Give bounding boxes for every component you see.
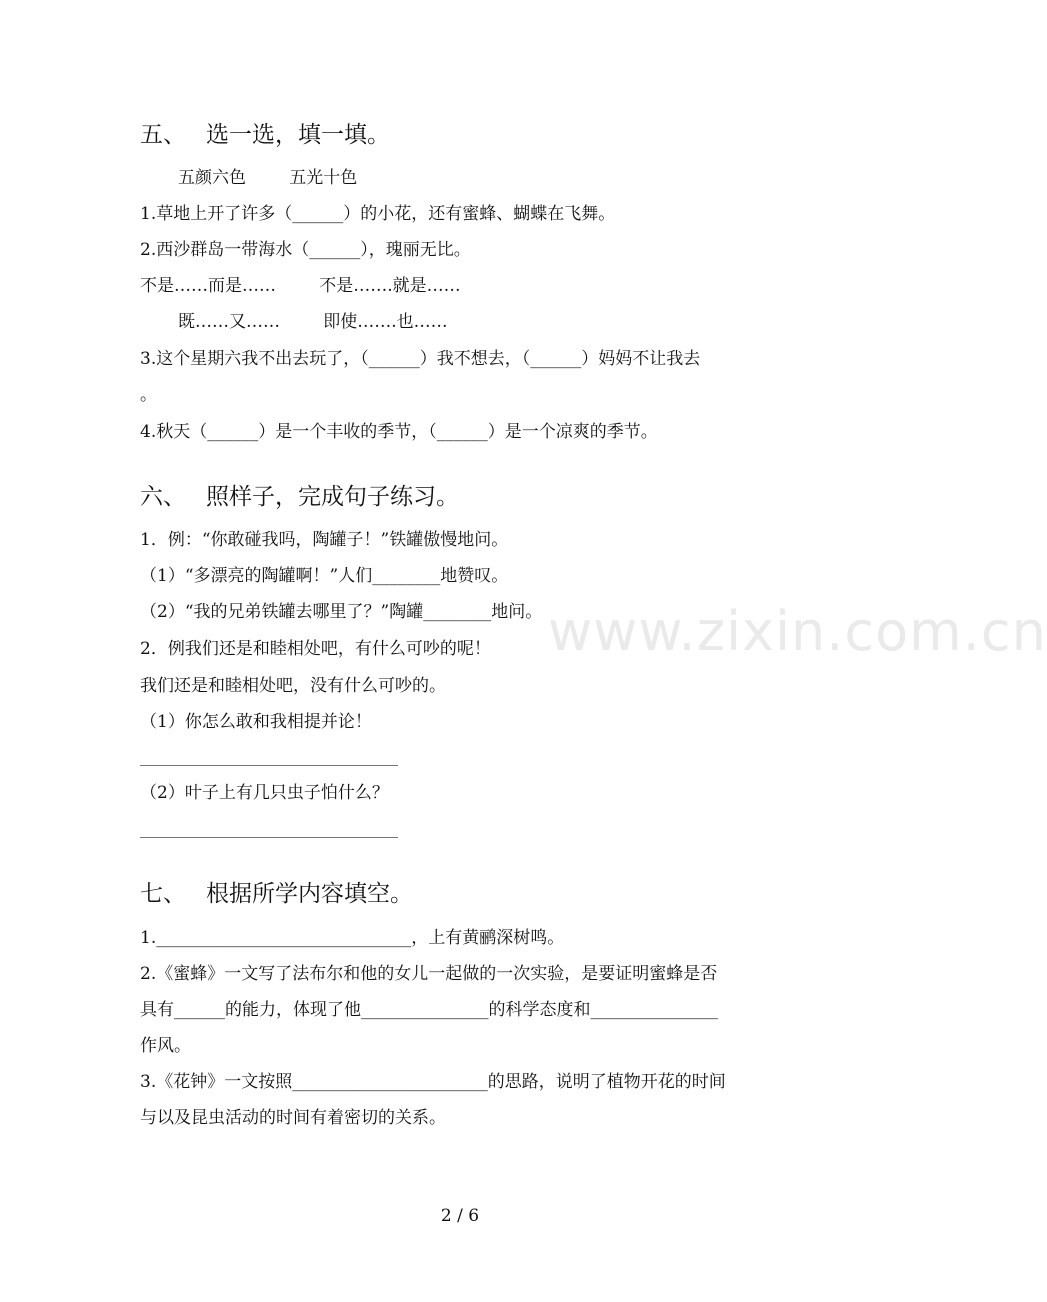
s7-question-3-line-2: 与以及昆虫活动的时间有着密切的关系。 — [140, 1108, 446, 1128]
s7-question-2-line-2: 具有______的能力，体现了他_______________的科学态度和_______________ — [140, 1000, 718, 1020]
s5-question-4: 4.秋天（______）是一个丰收的季节，（______）是一个凉爽的季节。 — [140, 422, 658, 442]
s6-item-1-2: （2）“我的兄弟铁罐去哪里了？”陶罐________地问。 — [140, 602, 543, 622]
section-7-title: 根据所学内容填空。 — [206, 881, 413, 907]
s6-item-2-1: （1）你怎么敢和我相提并论！ — [140, 712, 372, 732]
answer-line — [140, 765, 398, 766]
s5-question-2: 2.西沙群岛一带海水（______），瑰丽无比。 — [140, 240, 471, 260]
section-7-number: 七、 — [140, 881, 186, 907]
page-number: 2 / 6 — [440, 1206, 480, 1226]
s7-question-2: 2.《蜜蜂》一文写了法布尔和他的女儿一起做的一次实验，是要证明蜜蜂是否 — [140, 964, 718, 984]
s6-example-2-answer: 我们还是和睦相处吧，没有什么可吵的。 — [140, 676, 446, 696]
section-6-title: 照样子，完成句子练习。 — [206, 484, 459, 510]
word-choices: 五颜六色 五光十色 — [178, 168, 358, 188]
conjunction-choices-1: 不是……而是…… 不是…….就是…… — [140, 276, 461, 296]
conjunction-choices-2: 既……又…… 即使…….也…… — [178, 312, 448, 332]
s7-question-1: 1.______________________________，上有黄鹂深树鸣。 — [140, 928, 565, 948]
section-7-heading — [140, 879, 413, 909]
s6-item-1-1: （1）“多漂亮的陶罐啊！”人们________地赞叹。 — [140, 566, 509, 586]
s6-example-1: 1．例：“你敢碰我吗，陶罐子！”铁罐傲慢地问。 — [140, 530, 509, 550]
s6-item-2-2: （2）叶子上有几只虫子怕什么？ — [140, 783, 389, 803]
s5-question-3-continued: 。 — [140, 385, 157, 405]
s6-example-2: 2．例我们还是和睦相处吧，有什么可吵的呢！ — [140, 639, 491, 659]
s5-question-1: 1.草地上开了许多（______）的小花，还有蜜蜂、蝴蝶在飞舞。 — [140, 204, 616, 224]
section-6-number: 六、 — [140, 484, 186, 510]
s7-question-2-line-3: 作风。 — [140, 1036, 191, 1056]
s5-question-3: 3.这个星期六我不出去玩了，（______）我不想去，（______）妈妈不让我去 — [140, 349, 701, 369]
answer-line — [140, 837, 398, 838]
s7-question-3: 3.《花钟》一文按照_______________________的思路，说明了植物开花的时间 — [140, 1072, 726, 1092]
section-5-heading — [140, 120, 390, 150]
watermark: www.zixin.com.cn — [548, 600, 1047, 663]
section-5-number: 五、 — [140, 122, 186, 148]
section-6-heading — [140, 482, 459, 512]
section-5-title: 选一选，填一填。 — [206, 122, 390, 148]
